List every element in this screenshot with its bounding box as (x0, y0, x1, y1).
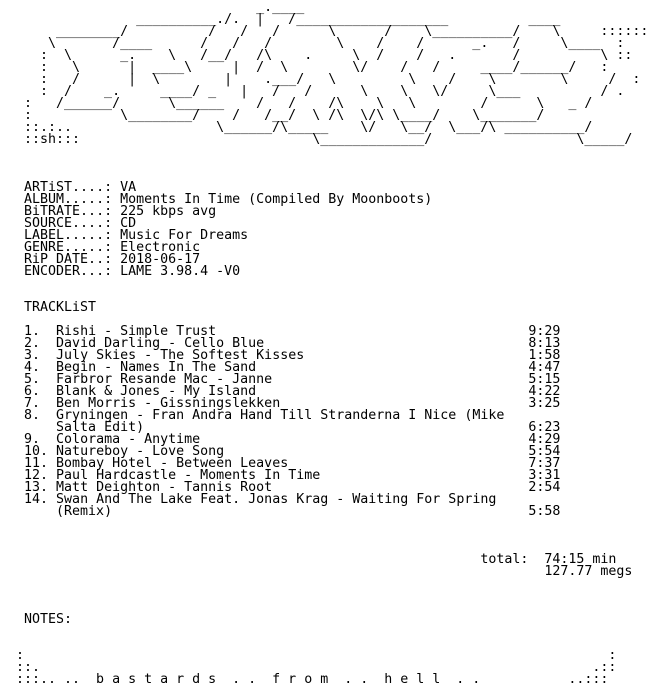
total-size: 127.77 megs (544, 564, 633, 579)
track-title: Blank & Jones - My Island (56, 384, 521, 399)
total-size-row (16, 566, 648, 578)
track-duration: 7:37 (520, 456, 561, 471)
blank-line (16, 518, 648, 530)
ascii-logo-text: : \________/ / /__/ \ /\ \/\ \____/ \_______/ (16, 108, 545, 123)
blank-line (16, 530, 648, 542)
track-number: 3. (24, 348, 57, 363)
ascii-logo-text: : \ _. \ /__/ /\ . \ / / . / \ :: (16, 48, 633, 63)
footer-text: :::.. .. b a s t a r d s . . f r o m . . h e l l . . ..::: (16, 672, 609, 687)
ascii-logo-text: ::.:.. \______/\_____ \/ \__/ \___/\ __________/ (16, 120, 593, 135)
total-time: 74:15 min (544, 552, 617, 567)
total-label: total: (480, 552, 529, 567)
track-title: Rishi - Simple Trust (56, 324, 521, 339)
track-duration: 3:31 (520, 468, 561, 483)
track-title: Matt Deighton - Tannis Root (56, 480, 521, 495)
track-number: 12. (24, 468, 57, 483)
track-number: 13. (24, 480, 57, 495)
track-row-continued (16, 506, 648, 518)
ascii-logo-text: : / _. ____/ _ | / / \ \ \/ \___ / . (16, 84, 625, 99)
track-title: Ben Morris - Gissningslekken (56, 396, 521, 411)
track-duration: 6:23 (520, 420, 561, 435)
track-title: Begin - Names In The Sand (56, 360, 521, 375)
info-value-source: CD (120, 216, 137, 231)
track-duration: 9:29 (520, 324, 561, 339)
track-duration: 5:58 (520, 504, 561, 519)
blank-line (16, 290, 648, 302)
footer-text: : : (16, 648, 617, 663)
track-duration: 4:22 (520, 384, 561, 399)
track-number: 4. (24, 360, 57, 375)
track-number: 9. (24, 432, 57, 447)
track-number: 6. (24, 384, 57, 399)
blank-line (16, 578, 648, 590)
ascii-logo-text: : / | \ | .___/ \ \ / \ \ / : (16, 72, 641, 87)
ascii-logo-text: ________/ / / / \ / \__________/ \ :::::: (16, 24, 648, 39)
notes-heading (16, 614, 648, 626)
info-value-ripdate: 2018-06-17 (120, 252, 201, 267)
blank-line (16, 158, 648, 170)
ascii-logo-text: ::sh::: \_____________/ \_____/ (16, 132, 633, 147)
track-duration: 1:58 (520, 348, 561, 363)
track-duration: 5:15 (520, 372, 561, 387)
ascii-logo-text: __________./. | /___________________ ____ (16, 12, 561, 27)
info-value-album: Moments In Time (Compiled By Moonboots) (120, 192, 433, 207)
track-duration: 4:29 (520, 432, 561, 447)
track-title: July Skies - The Softest Kisses (56, 348, 521, 363)
track-title: Farbror Resande Mac - Janne (56, 372, 521, 387)
info-row-encoder (16, 266, 648, 278)
track-title: Paul Hardcastle - Moments In Time (56, 468, 521, 483)
blank-line (16, 602, 648, 614)
track-duration: 5:54 (520, 444, 561, 459)
track-number: 1. (24, 324, 57, 339)
track-title: David Darling - Cello Blue (56, 336, 521, 351)
blank-line (16, 626, 648, 638)
track-duration: 4:47 (520, 360, 561, 375)
track-number: 14. (24, 492, 57, 507)
info-key-label: LABEL.....: (24, 228, 113, 243)
track-duration: 8:13 (520, 336, 561, 351)
ascii-logo-line (16, 134, 648, 146)
ascii-logo-text: \ /____ / / / \ / / _. / \____ : (16, 36, 625, 51)
track-number: 10. (24, 444, 57, 459)
track-title: Swan And The Lake Feat. Jonas Krag - Waiting For Spring (56, 492, 521, 507)
info-key-artist: ARTiST....: (24, 180, 113, 195)
track-duration: 3:25 (520, 396, 561, 411)
ascii-logo-text: : /______/ \______ / / /\ \ \ / \ _ / (16, 96, 593, 111)
tracklist-heading (16, 302, 648, 314)
tracklist-title: TRACKLiST (24, 300, 97, 315)
info-value-genre: Electronic (120, 240, 201, 255)
track-title-continued: (Remix) (56, 504, 521, 519)
notes-title: NOTES: (24, 612, 73, 627)
track-duration: 2:54 (520, 480, 561, 495)
track-number: 8. (24, 408, 57, 423)
blank-line (16, 590, 648, 602)
track-number: 11. (24, 456, 57, 471)
info-value-encoder: LAME 3.98.4 -V0 (120, 264, 241, 279)
footer-line (16, 674, 648, 686)
info-key-genre: GENRE.....: (24, 240, 113, 255)
track-title-continued: Salta Edit) (56, 420, 521, 435)
track-title: Colorama - Anytime (56, 432, 521, 447)
track-number: 5. (24, 372, 57, 387)
info-key-source: SOURCE....: (24, 216, 113, 231)
ascii-logo-text: _.____ (16, 0, 305, 15)
blank-line (16, 278, 648, 290)
info-value-bitrate: 225 kbps avg (120, 204, 217, 219)
track-title: Bombay Hotel - Between Leaves (56, 456, 521, 471)
track-title: Gryningen - Fran Andra Hand Till Stranderna I Nice (Mike (56, 408, 521, 423)
info-key-ripdate: RiP DATE..: (24, 252, 113, 267)
info-key-album: ALBUM.....: (24, 192, 113, 207)
ascii-logo-text: : \ | ____\ | / \ \/ / / ____/______/ : (16, 60, 609, 75)
info-key-bitrate: BiTRATE...: (24, 204, 113, 219)
info-key-encoder: ENCODER...: (24, 264, 113, 279)
track-number: 2. (24, 336, 57, 351)
blank-line (16, 146, 648, 158)
info-value-artist: VA (120, 180, 137, 195)
info-value-label: Music For Dreams (120, 228, 249, 243)
footer-text: ::. .:: (16, 660, 617, 675)
track-number: 7. (24, 396, 57, 411)
track-title: Natureboy - Love Song (56, 444, 521, 459)
